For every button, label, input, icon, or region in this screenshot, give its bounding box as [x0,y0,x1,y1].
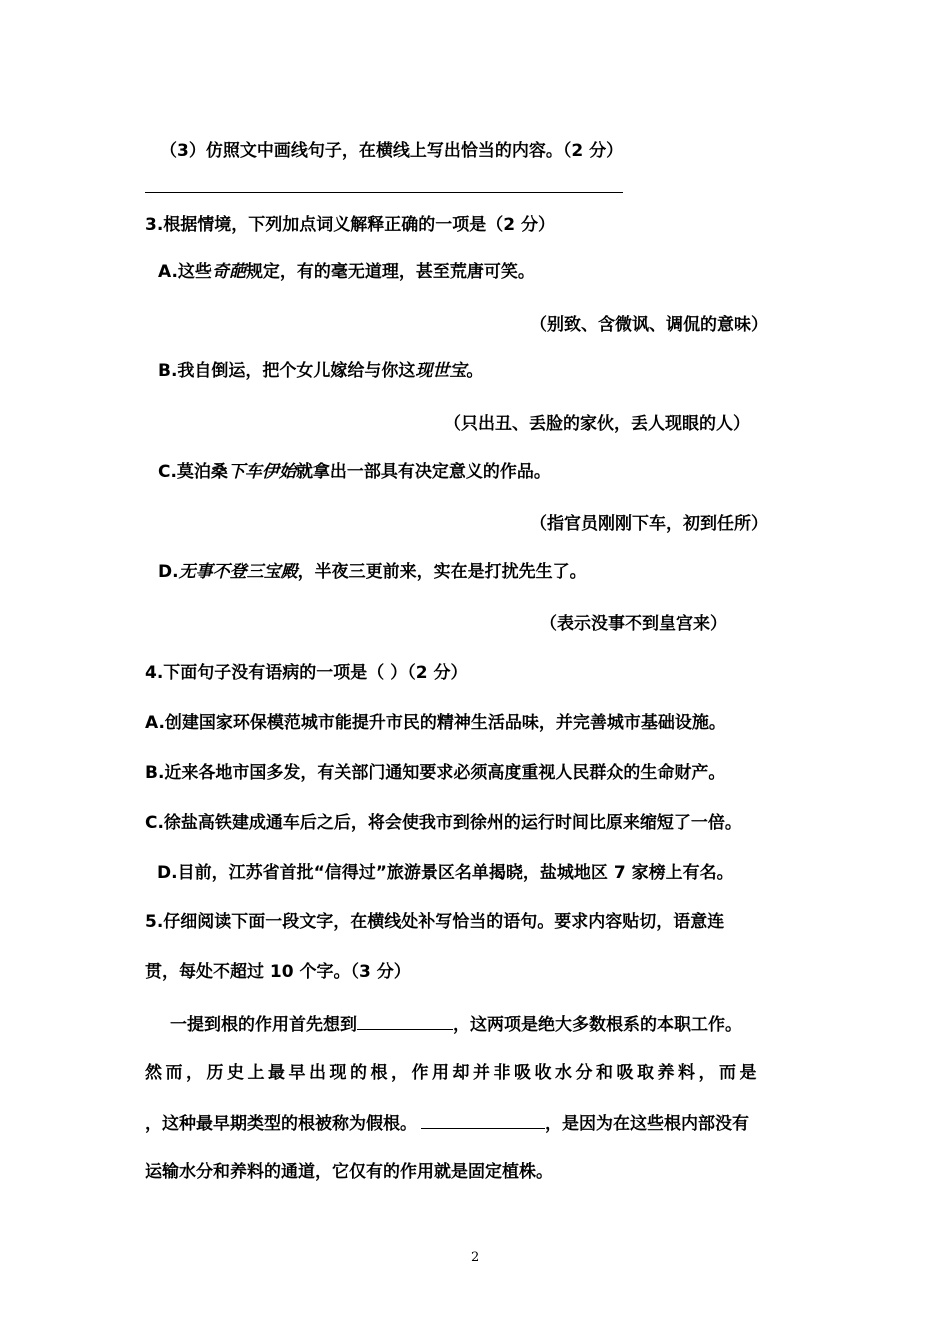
q3-b-gloss: （只出丑、丢脸的家伙，丢人现眼的人） [444,414,750,434]
q3-c-term: 下车伊始 [227,462,296,482]
q5-p1-after-blank: ，这两项是绝大多数根系的本职工作。 [453,1015,742,1035]
q3-option-b [158,359,483,383]
q3-option-d [158,560,587,584]
q3-option-c [158,460,551,484]
q4-option-d: D.目前，江苏省首批“信得过”旅游景区名单揭晓，盐城地区 7 家榜上有名。 [157,863,734,883]
q3-d-gloss: （表示没事不到皇宫来） [540,614,727,634]
q3-b-rest: 。 [466,361,484,381]
q3-b-term: 现世宝 [415,361,467,381]
q3-stem: 3.根据情境，下列加点词义解释正确的一项是（2 分） [145,215,556,235]
q4-option-c: C.徐盐高铁建成通车后之后，将会使我市到徐州的运行时间比原来缩短了一倍。 [145,813,742,833]
q5-p3-after-blank: ，是因为在这些根内部没有 [545,1114,749,1134]
answer-line [145,192,623,193]
q3-c-prefix: C.莫泊桑 [158,462,228,482]
q3-c-gloss: （指官员刚刚下车，初到任所） [530,514,768,534]
q3-a-rest: 规定，有的毫无道理，甚至荒唐可笑。 [245,262,535,282]
q5-paragraph-line4: 运输水分和养料的通道，它仅有的作用就是固定植株。 [145,1162,553,1182]
q3-d-prefix: D. [158,562,179,582]
fill-blank-1[interactable] [357,1011,453,1030]
page-number: 2 [471,1250,480,1265]
q4-option-b: B.近来各地市国多发，有关部门通知要求必须高度重视人民群众的生命财产。 [145,763,726,783]
subquestion-3: （3）仿照文中画线句子，在横线上写出恰当的内容。（2 分） [160,141,624,161]
q3-a-gloss: （别致、含微讽、调侃的意味） [530,315,768,335]
q3-option-a [158,260,535,284]
q5-stem-line2: 贯，每处不超过 10 个字。（3 分） [145,962,411,982]
q3-a-prefix: A.这些 [158,262,212,282]
q4-option-a: A.创建国家环保模范城市能提升市民的精神生活品味，并完善城市基础设施。 [145,713,726,733]
q5-paragraph-line3 [145,1110,749,1136]
q5-paragraph-line1 [170,1011,742,1037]
q5-stem-line1: 5.仔细阅读下面一段文字，在横线处补写恰当的语句。要求内容贴切，语意连 [145,912,725,932]
q4-stem: 4.下面句子没有语病的一项是（ ）（2 分） [145,663,468,683]
q5-p3-before-blank: ，这种最早期类型的根被称为假根。 [145,1114,417,1134]
q3-a-term: 奇葩 [211,262,246,282]
fill-blank-2[interactable] [421,1110,545,1129]
q5-p1-before-blank: 一提到根的作用首先想到 [170,1015,357,1035]
q3-d-term: 无事不登三宝殿 [178,562,298,582]
q5-paragraph-line2: 然而，历史上最早出现的根，作用却并非吸收水分和吸取养料，而是 [145,1063,760,1083]
q3-d-rest: ，半夜三更前来，实在是打扰先生了。 [297,562,587,582]
q3-b-prefix: B.我自倒运，把个女儿嫁给与你这 [158,361,416,381]
q3-c-rest: 就拿出一部具有决定意义的作品。 [295,462,551,482]
